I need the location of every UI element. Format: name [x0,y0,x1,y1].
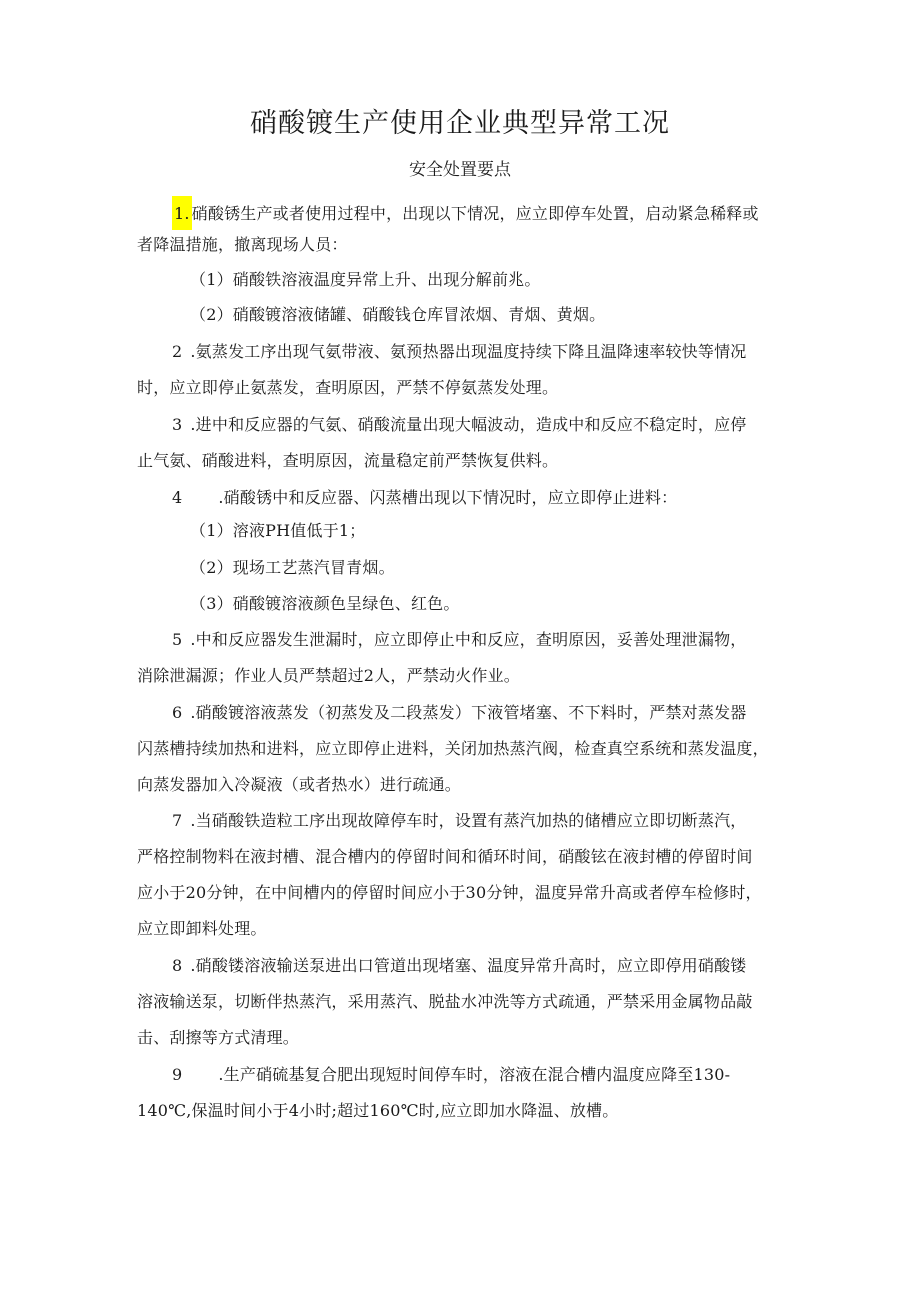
item-4-sub-2: （2）现场工艺蒸汽冒青烟。 [190,558,395,577]
item-number: 9 [172,1065,183,1084]
item-8-line-3: 击、刮擦等方式清理。 [137,1028,300,1047]
item-number: 7 [172,811,183,830]
document-subtitle: 安全处置要点 [409,160,511,180]
item-number: 2 [172,342,183,361]
item-6-line-2: 闪蒸槽持续加热和进料，应立即停止进料，关闭加热蒸汽阀，检查真空系统和蒸发温度， [137,739,769,758]
item-8-line-1: 8 .硝酸镂溶液输送泵进出口管道出现堵塞、温度异常升高时，应立即停用硝酸镂 [172,956,747,975]
item-number-highlight: 1. [172,196,192,230]
item-5-line-2: 消除泄漏源；作业人员严禁超过2人，严禁动火作业。 [137,666,520,685]
item-4-sub-3: （3）硝酸镀溶液颜色呈绿色、红色。 [190,594,460,613]
item-7-line-1: 7 .当硝酸铁造粒工序出现故障停车时，设置有蒸汽加热的储槽应立即切断蒸汽， [172,811,747,830]
item-7-line-4: 应立即卸料处理。 [137,919,267,938]
item-number: 3 [172,415,183,434]
item-4-sub-1: （1）溶液PH值低于1； [190,521,366,540]
item-8-line-2: 溶液输送泵，切断伴热蒸汽，采用蒸汽、脱盐水冲洗等方式疏通，严禁采用金属物品敲 [137,992,753,1011]
item-1-line-1: 1. 硝酸锈生产或者使用过程中，出现以下情况，应立即停车处置，启动紧急稀释或 [172,196,759,230]
item-7-line-2: 严格控制物料在液封槽、混合槽内的停留时间和循环时间，硝酸铉在液封槽的停留时间 [137,847,753,866]
document-title: 硝酸镀生产使用企业典型异常工况 [250,108,670,139]
item-2-line-2: 时，应立即停止氨蒸发，查明原因，严禁不停氨蒸发处理。 [137,378,559,397]
item-6-line-1: 6 .硝酸镀溶液蒸发（初蒸发及二段蒸发）下液管堵塞、不下料时，严禁对蒸发器 [172,703,747,722]
item-9-line-2: 140℃,保温时间小于4小时;超过160℃时,应立即加水降温、放槽。 [137,1101,619,1120]
item-2-line-1: 2 .氨蒸发工序出现气氨带液、氨预热器出现温度持续下降且温降速率较快等情况 [172,342,747,361]
item-number: 4 [172,488,183,507]
item-3-line-1: 3 .进中和反应器的气氨、硝酸流量出现大幅波动，造成中和反应不稳定时，应停 [172,415,747,434]
item-1-sub-1: （1）硝酸铁溶液温度异常上升、出现分解前兆。 [190,270,541,289]
item-6-line-3: 向蒸发器加入冷凝液（或者热水）进行疏通。 [137,775,462,794]
item-4-line-1: 4 .硝酸锈中和反应器、闪蒸槽出现以下情况时，应立即停止进料： [172,488,678,507]
item-number: 6 [172,703,183,722]
item-1-line-2: 者降温措施，撤离现场人员： [137,235,348,254]
item-3-line-2: 止气氨、硝酸进料，查明原因，流量稳定前严禁恢复供料。 [137,451,559,470]
item-number: 8 [172,956,183,975]
item-9-line-1: 9 .生产硝硫基复合肥出现短时间停车时，溶液在混合槽内温度应降至130- [172,1065,731,1084]
item-7-line-3: 应小于20分钟，在中间槽内的停留时间应小于30分钟，温度异常升高或者停车检修时， [137,883,762,902]
item-1-sub-2: （2）硝酸镀溶液储罐、硝酸钱仓库冒浓烟、青烟、黄烟。 [190,305,606,324]
item-5-line-1: 5 .中和反应器发生泄漏时，应立即停止中和反应，查明原因，妥善处理泄漏物， [172,630,747,649]
item-number: 5 [172,630,183,649]
